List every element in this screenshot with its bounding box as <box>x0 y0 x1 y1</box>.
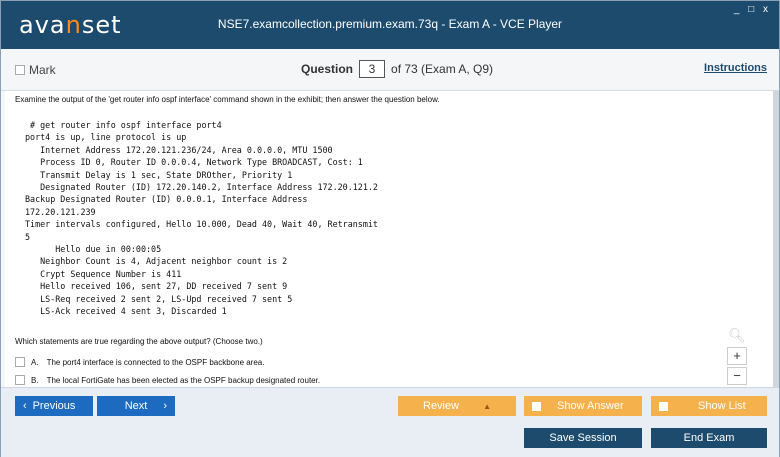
question-count: of 73 (Exam A, Q9) <box>391 62 494 76</box>
question-label: Question <box>301 62 354 76</box>
end-exam-button[interactable]: End Exam <box>651 428 767 448</box>
show-list-label: Show List <box>698 400 746 412</box>
mark-label: Mark <box>29 63 56 77</box>
review-button[interactable] <box>398 396 516 416</box>
save-session-button[interactable]: Save Session <box>524 428 642 448</box>
question-navigator <box>301 60 493 78</box>
magnifier-icon: 🔍︎ <box>728 327 746 343</box>
review-label: Review <box>423 400 460 412</box>
mark-checkbox[interactable] <box>15 63 56 77</box>
next-button[interactable] <box>97 396 175 416</box>
question-content <box>5 91 773 387</box>
instructions-link[interactable]: Instructions <box>704 62 767 74</box>
answer-a-text: The port4 interface is connected to the OSPF backbone area. <box>46 357 265 367</box>
exhibit-output: # get router info ospf interface port4 port4 is up, line protocol is up Internet Address 172.20.121.236/24, Area 0.0.0.0, MTU 1500 Process ID 0, Router ID 0.0.0.4, Network Type BROADCAST, Cost: 1 Transmit Delay is 1 sec, State DROther, Priority 1 Designated Router (ID) 172.20.140.2, Interface Address 172.20.121.2 Backup Designated Router (ID) 0.0.0.1, Interface Address 172.20.121.239 Timer intervals configured, Hello 10.000, Dead 40, Wait 40, Retransmit 5 Hello due in 00:00:05 Neighbor Count is 4, Adjacent neighbor count is 2 Crypt Sequence Number is 411 Hello received 106, sent 27, DD received 7 sent 9 LS-Req received 2 sent 2, LS-Upd received 7 sent 5 LS-Ack received 4 sent 3, Discarded 1 <box>25 120 378 317</box>
previous-button[interactable] <box>15 396 93 416</box>
avanset-logo: avanset <box>19 11 122 39</box>
question-toolbar <box>1 49 779 91</box>
window-title: NSE7.examcollection.premium.exam.73q - Exam A - VCE Player <box>217 17 563 31</box>
answer-b-checkbox[interactable] <box>15 375 25 385</box>
show-answer-button[interactable] <box>524 396 642 416</box>
answer-b-text: The local FortiGate has been elected as the OSPF backup designated router. <box>46 375 321 385</box>
show-list-button[interactable] <box>651 396 767 416</box>
question-prompt: Examine the output of the 'get router info ospf interface' command shown in the exhibit; then answer the question below. <box>15 95 440 104</box>
answer-a-checkbox[interactable] <box>15 357 25 367</box>
chevron-right-icon: › <box>163 400 167 412</box>
show-answer-checkbox[interactable] <box>532 402 541 411</box>
show-list-checkbox[interactable] <box>659 402 668 411</box>
zoom-in-button[interactable]: + <box>727 347 747 365</box>
title-bar <box>1 1 779 49</box>
window-controls[interactable]: _ □ x <box>733 4 771 15</box>
content-scrollbar[interactable] <box>773 91 779 387</box>
question-text: Which statements are true regarding the above output? (Choose two.) <box>15 337 263 346</box>
bottom-action-bar <box>1 387 779 457</box>
zoom-controls <box>725 327 749 387</box>
show-answer-label: Show Answer <box>557 400 624 412</box>
answer-option-a[interactable] <box>15 357 264 367</box>
next-label: Next <box>124 400 148 412</box>
question-number-input[interactable]: 3 <box>359 60 385 78</box>
previous-label: Previous <box>32 400 76 412</box>
answer-b-letter: B. <box>31 375 39 385</box>
mark-checkbox-box[interactable] <box>15 65 25 75</box>
answer-a-letter: A. <box>31 357 39 367</box>
answer-option-b[interactable] <box>15 375 320 385</box>
chevron-left-icon: ‹ <box>23 400 27 412</box>
caret-up-icon: ▲ <box>483 401 491 411</box>
zoom-out-button[interactable]: − <box>727 367 747 385</box>
